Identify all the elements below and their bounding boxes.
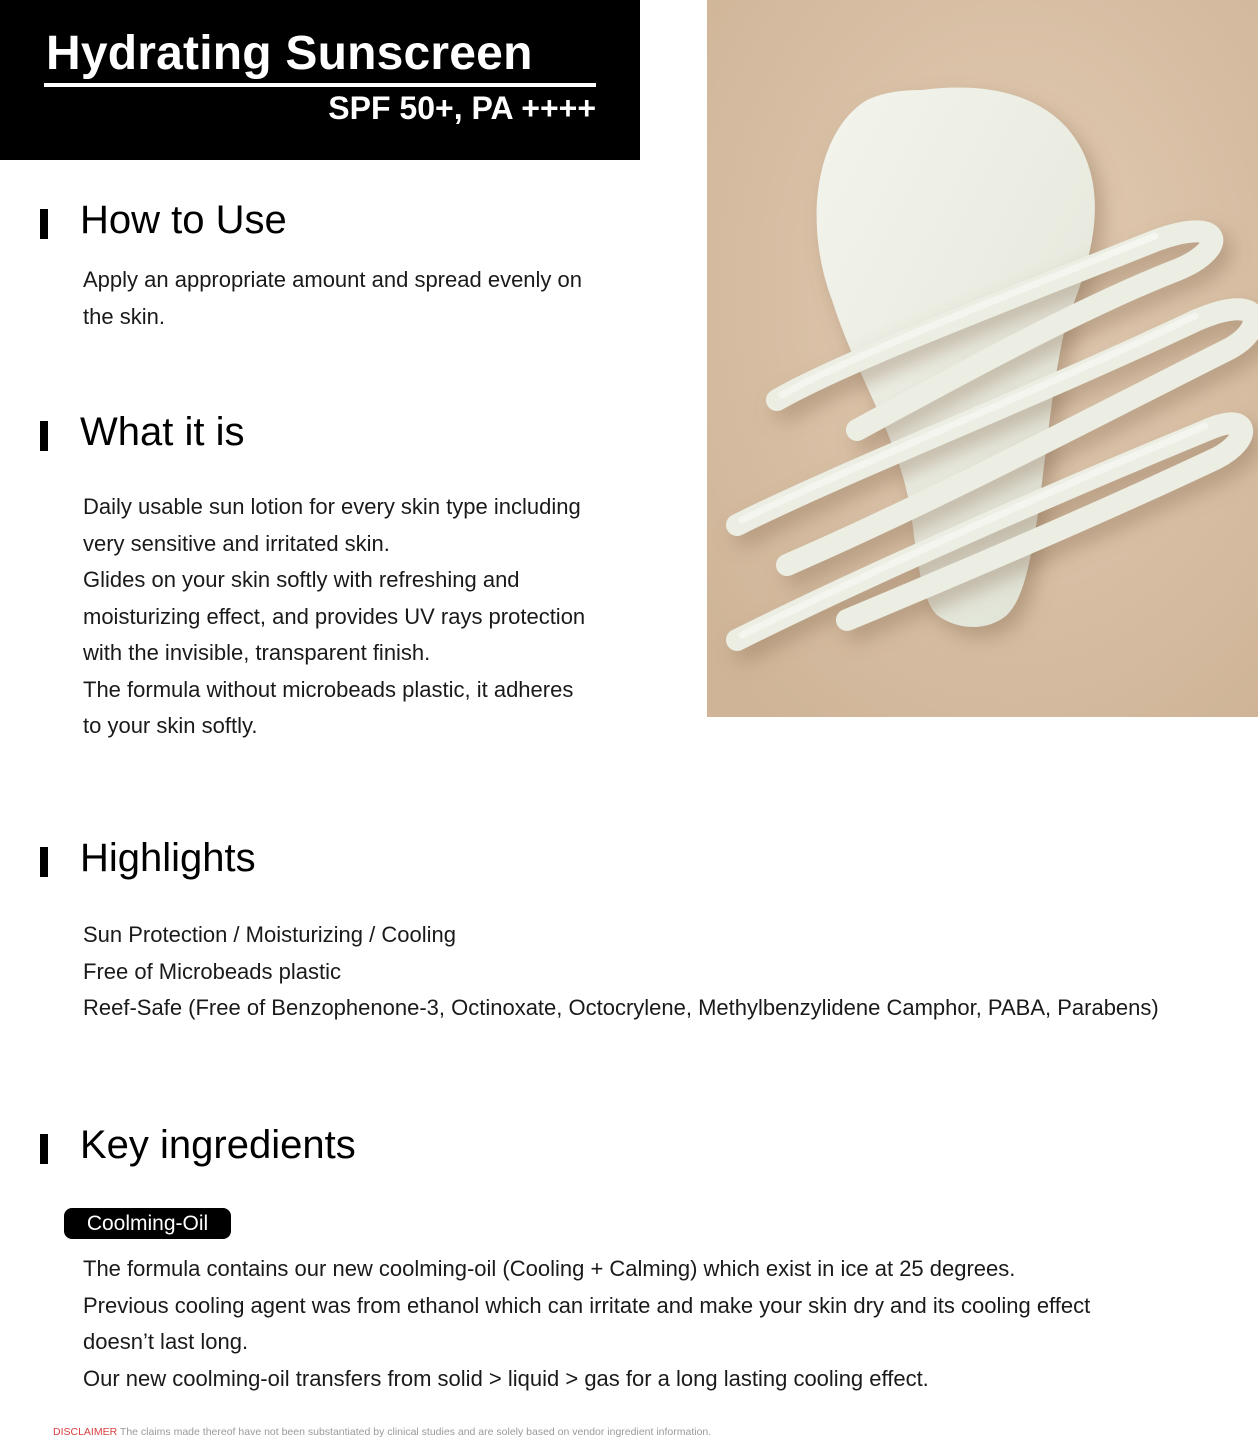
heading-text: What it is [80, 410, 245, 454]
disclaimer-text: The claims made thereof have not been substantiated by clinical studies and are solely based on vendor ingredient information. [119, 1426, 712, 1438]
heading-marker [40, 421, 48, 451]
text-line: Glides on your skin softly with refreshing and [83, 567, 520, 592]
spf-subtitle: SPF 50+, PA ++++ [328, 90, 596, 126]
heading-marker [40, 1134, 48, 1164]
section-what-it-is-heading [40, 410, 244, 455]
heading-text: Key ingredients [80, 1123, 356, 1167]
text-line: The formula contains our new coolming-oil (Cooling + Calming) which exist in ice at 25 degrees. [83, 1256, 1016, 1281]
text-line: Our new coolming-oil transfers from solid > liquid > gas for a long lasting cooling effect. [83, 1365, 929, 1391]
heading-text: How to Use [80, 198, 287, 242]
what-it-is-text [83, 489, 585, 745]
text-line: Reef-Safe (Free of Benzophenone-3, Octinoxate, Octocrylene, Methylbenzylidene Camphor, PABA, Parabens) [83, 995, 1159, 1020]
section-key-ingredients-heading [40, 1123, 356, 1168]
disclaimer [53, 1426, 711, 1438]
text-line: Daily usable sun lotion for every skin type including [83, 494, 581, 519]
product-texture-image [707, 0, 1258, 717]
header-banner [0, 0, 640, 160]
section-highlights-heading [40, 836, 256, 881]
disclaimer-label: DISCLAIMER [53, 1426, 118, 1438]
text-line: Previous cooling agent was from ethanol which can irritate and make your skin dry and its cooling effect [83, 1292, 1091, 1318]
text-line: the skin. [83, 303, 165, 329]
text-line: Free of Microbeads plastic [83, 958, 341, 984]
heading-marker [40, 209, 48, 239]
heading-marker [40, 847, 48, 877]
key-ingredients-text [83, 1251, 1090, 1397]
text-line: The formula without microbeads plastic, it adheres [83, 676, 574, 702]
title-underline [44, 83, 596, 87]
text-line: Apply an appropriate amount and spread evenly on [83, 267, 583, 292]
text-line: very sensitive and irritated skin. [83, 530, 390, 556]
text-line: doesn’t last long. [83, 1329, 249, 1354]
text-line: Sun Protection / Moisturizing / Cooling [83, 922, 456, 947]
text-line: to your skin softly. [83, 713, 258, 738]
section-how-to-use-heading [40, 198, 287, 243]
cream-swatch-illustration [707, 0, 1258, 717]
text-line: with the invisible, transparent finish. [83, 640, 431, 665]
text-line: moisturizing effect, and provides UV rays protection [83, 603, 586, 629]
heading-text: Highlights [80, 836, 256, 880]
highlights-text [83, 917, 1159, 1027]
how-to-use-text [83, 262, 582, 335]
page-title: Hydrating Sunscreen [46, 27, 533, 80]
ingredient-badge: Coolming-Oil [64, 1208, 231, 1239]
